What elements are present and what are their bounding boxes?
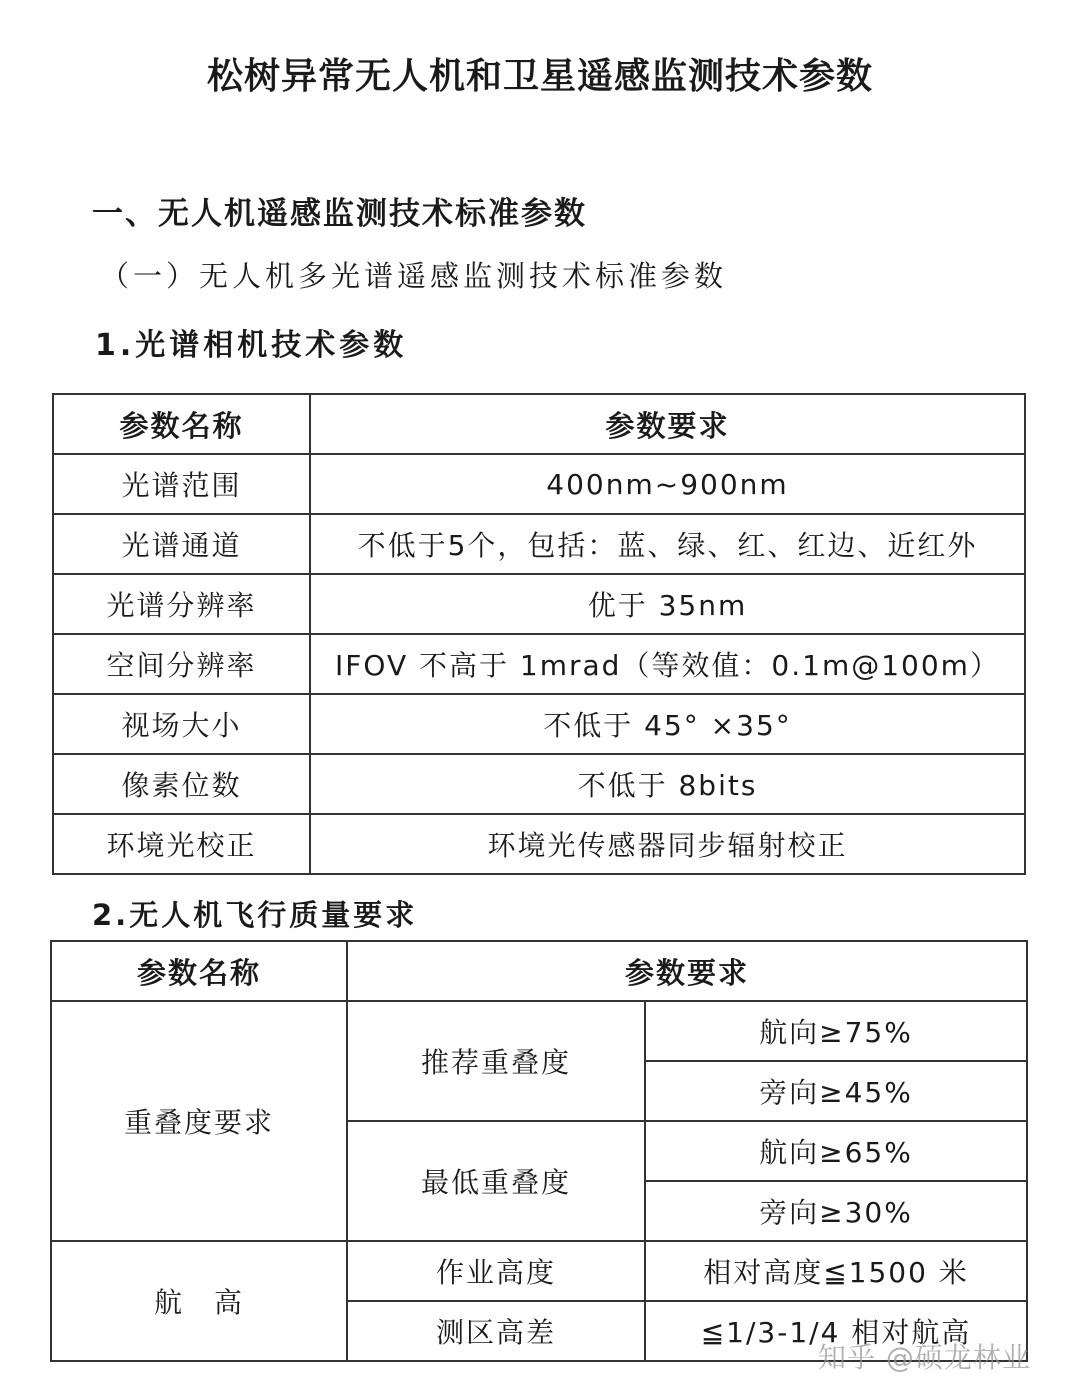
- altitude-label: 航 高: [51, 1241, 347, 1361]
- header-param-name: 参数名称: [51, 941, 347, 1001]
- table-row: [53, 814, 1025, 874]
- table-header-row: [53, 394, 1025, 454]
- flight-quality-heading: 2.无人机飞行质量要求: [92, 898, 418, 932]
- camera-params-table: [52, 393, 1026, 875]
- rec-forward-value: 航向≥75%: [645, 1001, 1027, 1061]
- min-side-value: 旁向≥30%: [645, 1181, 1027, 1241]
- table-row: [51, 1241, 1027, 1301]
- param-value: 不低于 45° ×35°: [310, 694, 1025, 754]
- terrain-value: ≦1/3-1/4 相对航高: [645, 1301, 1027, 1361]
- subsection-heading: （一）无人机多光谱遥感监测技术标准参数: [100, 259, 728, 293]
- table-row: [53, 634, 1025, 694]
- flight-quality-table: [50, 940, 1028, 1362]
- param-value: IFOV 不高于 1mrad（等效值：0.1m@100m）: [310, 634, 1025, 694]
- header-param-req: 参数要求: [347, 941, 1027, 1001]
- work-height-value: 相对高度≦1500 米: [645, 1241, 1027, 1301]
- param-name: 光谱通道: [53, 514, 310, 574]
- min-forward-value: 航向≥65%: [645, 1121, 1027, 1181]
- watermark: 知乎 @硕龙林业: [818, 1341, 1031, 1374]
- param-name: 空间分辨率: [53, 634, 310, 694]
- page-title: 松树异常无人机和卫星遥感监测技术参数: [206, 55, 873, 97]
- table-row: [53, 574, 1025, 634]
- work-height-label: 作业高度: [347, 1241, 645, 1301]
- param-value: 优于 35nm: [310, 574, 1025, 634]
- recommended-overlap-label: 推荐重叠度: [347, 1001, 645, 1121]
- section-heading: 一、无人机遥感监测技术标准参数: [92, 196, 587, 232]
- table-row: [53, 514, 1025, 574]
- param-value: 不低于5个，包括：蓝、绿、红、红边、近红外: [310, 514, 1025, 574]
- param-name: 像素位数: [53, 754, 310, 814]
- table-row: [53, 454, 1025, 514]
- table-row: [53, 754, 1025, 814]
- header-param-req: 参数要求: [310, 394, 1025, 454]
- rec-side-value: 旁向≥45%: [645, 1061, 1027, 1121]
- param-name: 光谱分辨率: [53, 574, 310, 634]
- camera-params-heading: 1.光谱相机技术参数: [95, 328, 408, 363]
- terrain-label: 测区高差: [347, 1301, 645, 1361]
- overlap-label: 重叠度要求: [51, 1001, 347, 1241]
- header-param-name: 参数名称: [53, 394, 310, 454]
- table-row: [53, 694, 1025, 754]
- param-name: 视场大小: [53, 694, 310, 754]
- param-value: 环境光传感器同步辐射校正: [310, 814, 1025, 874]
- param-name: 环境光校正: [53, 814, 310, 874]
- minimum-overlap-label: 最低重叠度: [347, 1121, 645, 1241]
- table-header-row: [51, 941, 1027, 1001]
- param-value: 400nm~900nm: [310, 454, 1025, 514]
- param-value: 不低于 8bits: [310, 754, 1025, 814]
- table-row: [51, 1001, 1027, 1061]
- param-name: 光谱范围: [53, 454, 310, 514]
